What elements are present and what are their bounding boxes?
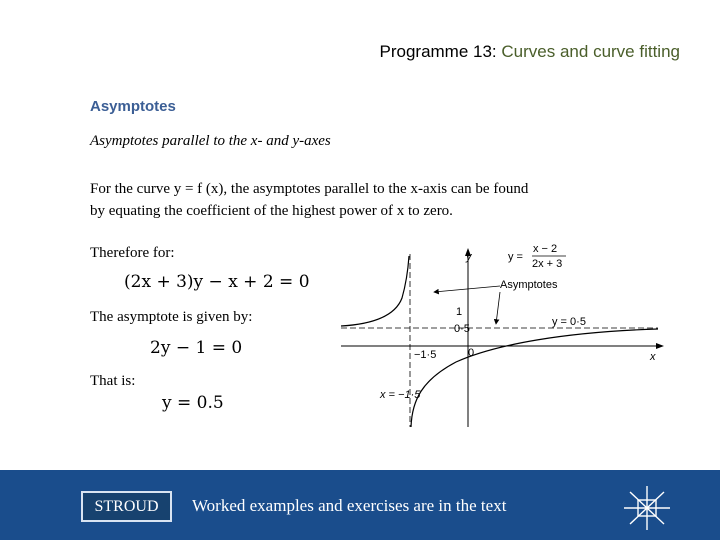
function-denominator: 2x + 3 (532, 258, 563, 270)
function-lhs: y = (508, 251, 523, 263)
that-is-label: That is: (90, 373, 136, 389)
y-axis-label: y (466, 251, 472, 263)
zero-label: 0 (468, 347, 475, 359)
equation-3: y = 0.5 (162, 393, 224, 413)
y-eq-label: y = 0·5 (552, 316, 586, 328)
curve-left-branch (341, 256, 409, 326)
programme-label: Programme 13: (379, 42, 497, 61)
footer-text: Worked examples and exercises are in the text (192, 496, 507, 515)
asymptotes-label: Asymptotes (500, 279, 558, 291)
x-eq-label: x = −1·5 (380, 389, 421, 401)
x-axis-arrow-icon (656, 343, 664, 349)
equation-2: 2y − 1 = 0 (150, 338, 243, 358)
subtitle: Asymptotes parallel to the x- and y-axes (90, 133, 331, 149)
paragraph-line-2: by equating the coefficient of the highest power of x to zero. (90, 203, 453, 219)
slide-header (380, 42, 681, 62)
equation-1: (2x + 3)y − x + 2 = 0 (124, 272, 310, 292)
half-label: 0·5 (454, 323, 470, 335)
annotation-arrow (496, 292, 500, 324)
one-label: 1 (456, 306, 463, 318)
section-title: Asymptotes (90, 98, 176, 115)
compass-logo-icon (618, 484, 676, 532)
x-axis-label: x (650, 351, 656, 363)
asymptote-graph (336, 232, 666, 432)
annotation-arrow (434, 286, 500, 292)
paragraph-line-1: For the curve y = f (x), the asymptotes parallel to the x-axis can be found (90, 181, 529, 197)
neg-label: −1·5 (414, 349, 437, 361)
stroud-badge: STROUD (81, 491, 172, 522)
topic-label: Curves and curve fitting (501, 42, 680, 61)
therefore-label: Therefore for: (90, 245, 175, 261)
explanation-paragraph (90, 178, 630, 222)
function-numerator: x − 2 (533, 243, 558, 255)
curve-right-branch (411, 329, 658, 427)
asymptote-given-label: The asymptote is given by: (90, 309, 253, 325)
